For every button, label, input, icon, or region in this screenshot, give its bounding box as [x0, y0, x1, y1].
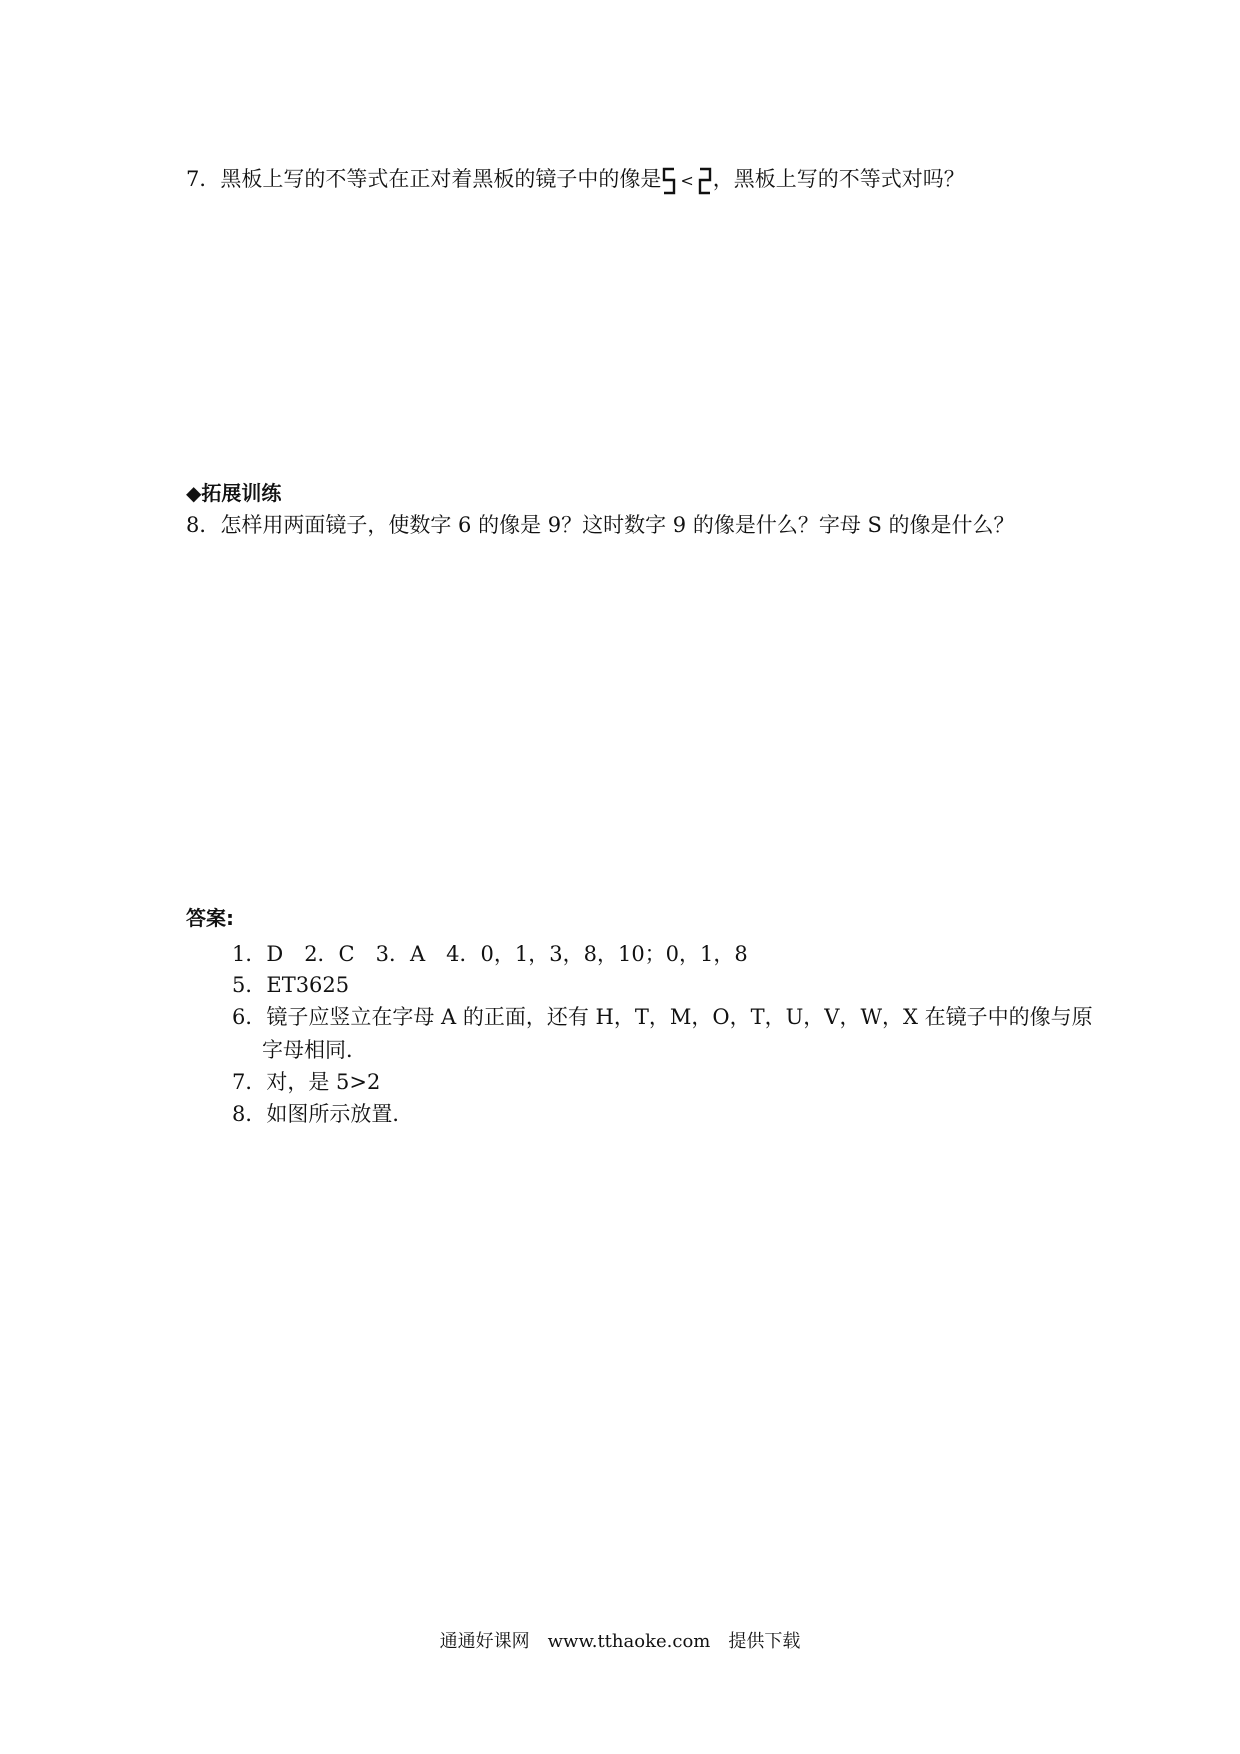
answer-line: 6．镜子应竖立在字母 A 的正面，还有 H，T，M，O，T，U，V，W，X 在镜子中的像与原 [232, 1005, 1093, 1029]
mirrored-digit-five [662, 167, 676, 195]
mirror-operator: < [680, 170, 694, 190]
answers-title: 答案: [186, 906, 234, 930]
question-8: 8．怎样用两面镜子，使数字 6 的像是 9？这时数字 9 的像是什么？字母 S 的像是什么？ [186, 513, 1015, 537]
answer-line: 5．ET3625 [232, 973, 350, 997]
answer-line: 字母相同． [262, 1038, 367, 1062]
answer-line: 8．如图所示放置． [232, 1102, 414, 1126]
question-7 [186, 164, 965, 196]
answer-line: 1．D 2．C 3．A 4．0，1，3，8，10；0，1，8 [232, 942, 748, 966]
footer: 通通好课网 www.tthaoke.com 提供下载 [439, 1631, 801, 1652]
mirrored-digit-two [698, 167, 712, 195]
extension-heading: ◆拓展训练 [186, 481, 282, 505]
answer-line: 7．对，是 5>2 [232, 1070, 381, 1094]
question-7-suffix: ，黑板上写的不等式对吗？ [712, 167, 965, 191]
question-7-prefix: 7．黑板上写的不等式在正对着黑板的镜子中的像是 [186, 167, 662, 191]
